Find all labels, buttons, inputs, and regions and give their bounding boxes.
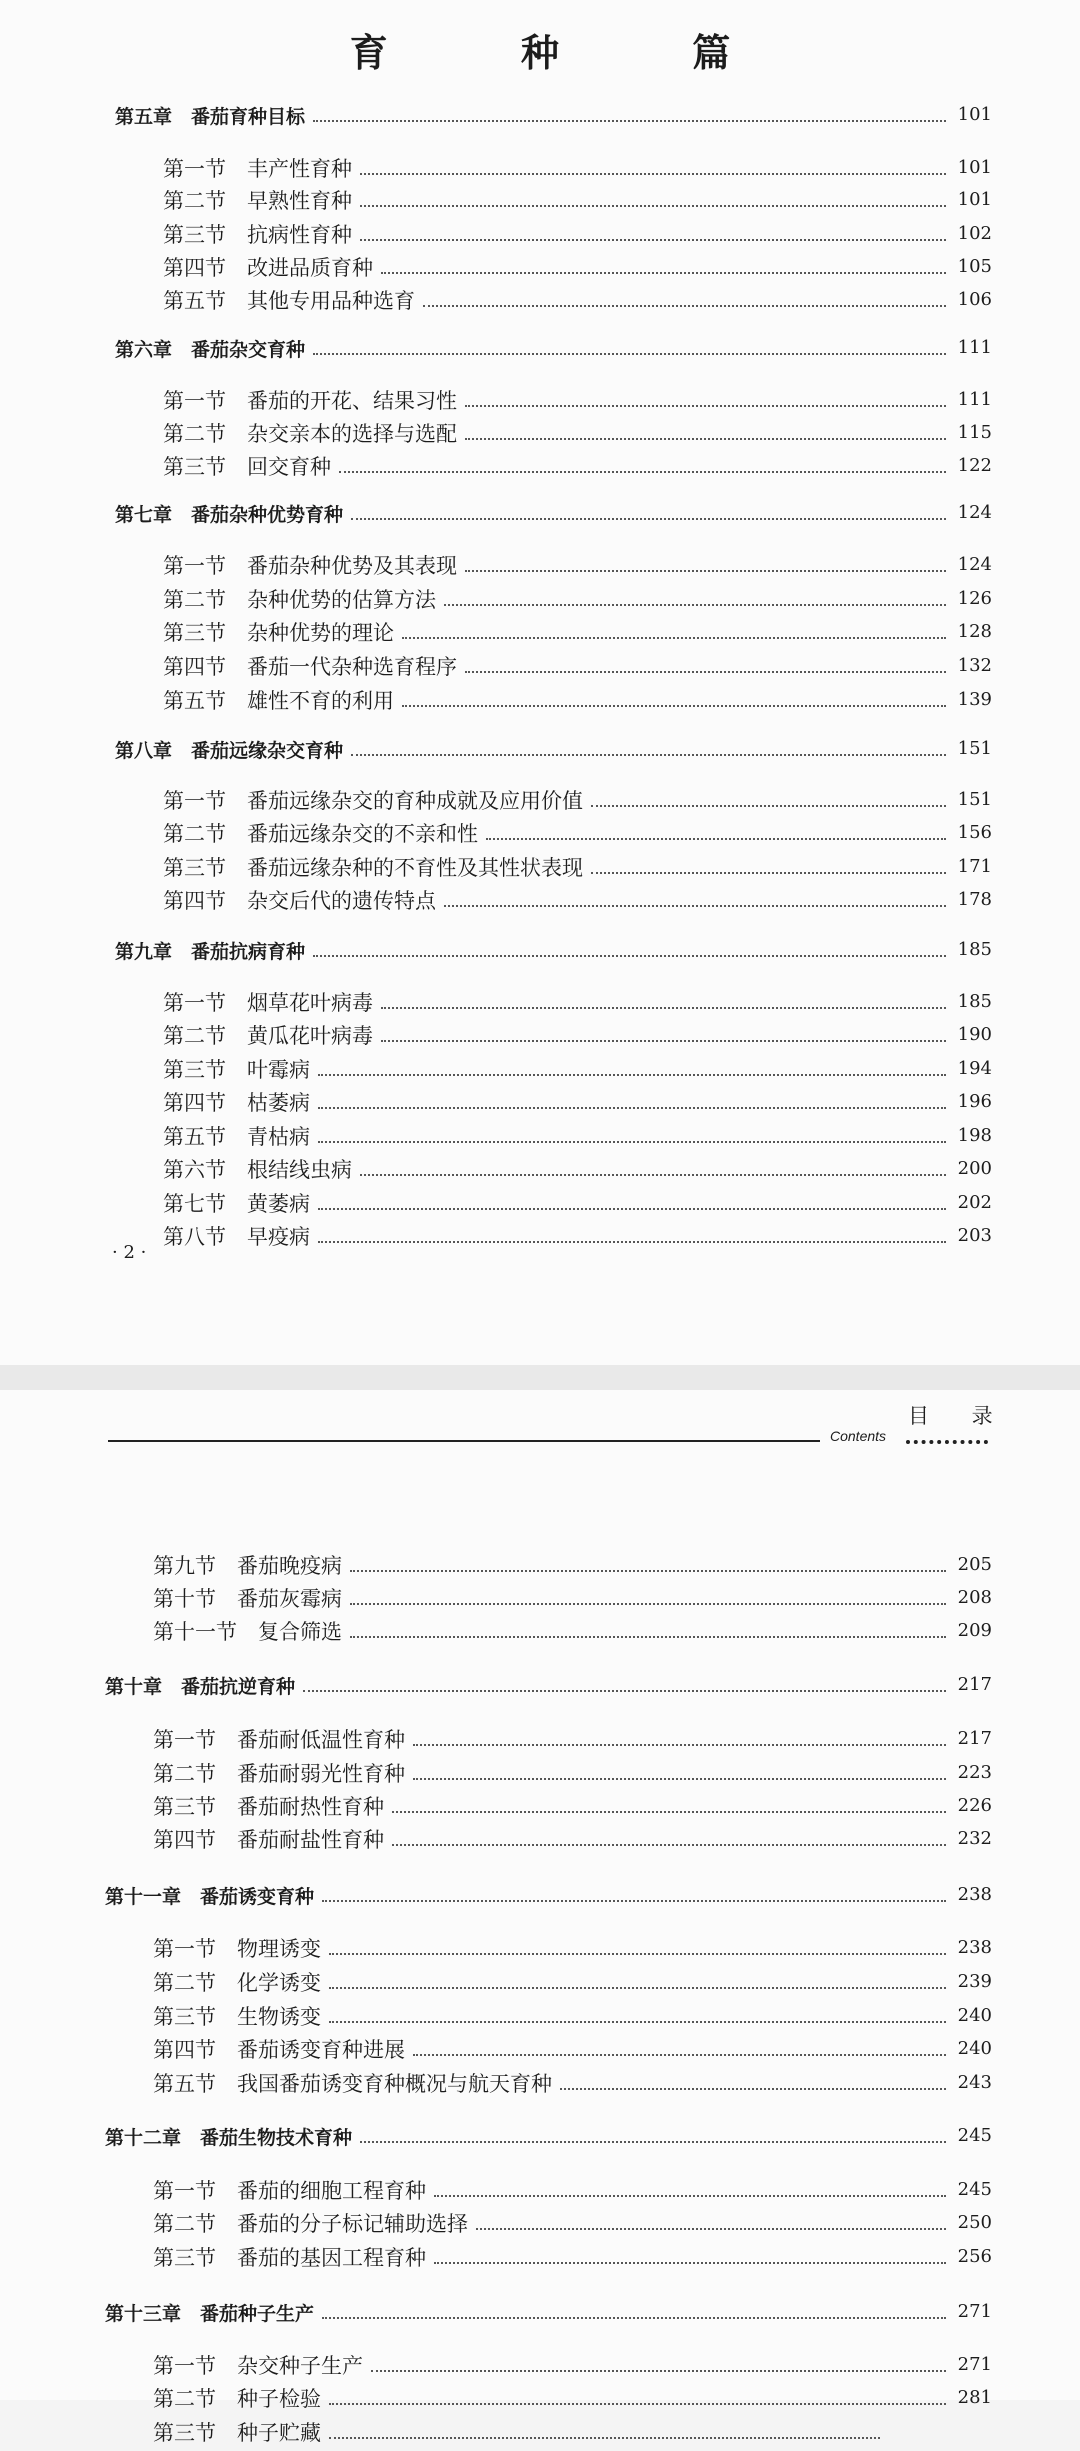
dot-leader [465, 570, 946, 572]
page-number: 239 [957, 1971, 992, 1992]
dot-leader [360, 205, 946, 207]
toc-section-entry [0, 885, 1080, 919]
page-number: 190 [957, 1024, 992, 1045]
section-title: 第三节 番茄耐热性育种 [153, 1795, 384, 1819]
toc-section-entry [0, 550, 1080, 584]
page-number: 245 [957, 2179, 992, 2200]
page-folio: · 2 · [112, 1242, 147, 1263]
toc-section-entry [0, 2034, 1080, 2068]
section-title: 第三节 杂种优势的理论 [163, 621, 394, 645]
toc-section-entry [0, 2175, 1080, 2209]
page-number: 202 [957, 1192, 992, 1213]
chapter-title: 第十章 番茄抗逆育种 [105, 1676, 296, 1698]
chapter-title: 第八章 番茄远缘杂交育种 [115, 740, 344, 762]
toc-section-entry [0, 1550, 1080, 1584]
dot-leader [402, 705, 946, 707]
page-number: 223 [957, 1762, 992, 1783]
dot-leader [322, 2317, 946, 2319]
chapter-title: 第五章 番茄育种目标 [115, 106, 306, 128]
section-title: 第四节 番茄诱变育种进展 [153, 2038, 405, 2062]
section-title: 第八节 早疫病 [163, 1225, 310, 1249]
dot-leader [413, 2054, 946, 2056]
page-number: 245 [957, 2125, 992, 2146]
section-title: 第一节 物理诱变 [153, 1937, 321, 1961]
section-title: 第四节 番茄一代杂种选育程序 [163, 655, 457, 679]
page-number: 256 [957, 2246, 992, 2267]
page-number: 124 [957, 554, 992, 575]
dot-leader [339, 471, 946, 473]
toc-section-entry [0, 2001, 1080, 2035]
toc-section-entry [0, 1583, 1080, 1617]
toc-section-entry [0, 153, 1080, 187]
page-number: 101 [957, 189, 992, 210]
dot-leader [318, 1107, 946, 1109]
dot-leader [402, 637, 946, 639]
dot-leader [350, 1570, 946, 1572]
dot-leader [329, 2021, 946, 2023]
page-number: 115 [957, 422, 992, 443]
page-number: 106 [957, 289, 992, 310]
running-head-rule [108, 1440, 820, 1442]
toc-section-entry [0, 385, 1080, 419]
chapter-title: 第十一章 番茄诱变育种 [105, 1886, 315, 1908]
section-title: 第三节 种子贮藏 [153, 2421, 321, 2445]
toc-section-entry [0, 451, 1080, 485]
dot-leader [371, 2370, 946, 2372]
chapter-title: 第十二章 番茄生物技术育种 [105, 2127, 353, 2149]
dot-leader [303, 1690, 946, 1692]
section-title: 第五节 雄性不育的利用 [163, 689, 394, 713]
page-number: 232 [957, 1828, 992, 1849]
toc-section-entry [0, 1791, 1080, 1825]
dot-leader [591, 805, 946, 807]
toc-chapter-entry [0, 498, 1080, 532]
running-head-title: 目 录 [908, 1404, 1011, 1428]
dot-leader [313, 120, 946, 122]
toc-chapter-entry [0, 2121, 1080, 2155]
page-number: 226 [957, 1795, 992, 1816]
section-title: 第十一节 复合筛选 [153, 1620, 342, 1644]
page-number: 243 [957, 2072, 992, 2093]
section-title: 第二节 番茄的分子标记辅助选择 [153, 2212, 468, 2236]
running-head-dots [906, 1440, 988, 1444]
toc-section-entry [0, 1824, 1080, 1858]
page-number: 171 [957, 856, 992, 877]
section-title: 第二节 黄瓜花叶病毒 [163, 1024, 373, 1048]
dot-leader [318, 1074, 946, 1076]
section-title: 第三节 回交育种 [163, 455, 331, 479]
page-number: 156 [957, 822, 992, 843]
section-title: 第一节 番茄远缘杂交的育种成就及应用价值 [163, 789, 583, 813]
page-number: 209 [957, 1620, 992, 1641]
section-title: 第一节 番茄耐低温性育种 [153, 1728, 405, 1752]
dot-leader [329, 1953, 946, 1955]
page-number: 185 [957, 991, 992, 1012]
toc-section-entry [0, 584, 1080, 618]
section-title: 第二节 化学诱变 [153, 1971, 321, 1995]
dot-leader [381, 1040, 946, 1042]
section-title: 第三节 番茄远缘杂种的不育性及其性状表现 [163, 856, 583, 880]
dot-leader [465, 405, 946, 407]
chapter-title: 第七章 番茄杂种优势育种 [115, 504, 344, 526]
dot-leader [381, 1007, 946, 1009]
part-title: 育 种 篇 [349, 30, 791, 75]
dot-leader [423, 305, 946, 307]
section-title: 第七节 黄萎病 [163, 1192, 310, 1216]
dot-leader [313, 353, 946, 355]
section-title: 第五节 其他专用品种选育 [163, 289, 415, 313]
toc-section-entry [0, 1221, 1080, 1255]
toc-chapter-entry [0, 935, 1080, 969]
toc-chapter-entry [0, 100, 1080, 134]
dot-leader [465, 438, 946, 440]
page-number: 124 [957, 502, 992, 523]
page-number: 250 [957, 2212, 992, 2233]
toc-section-entry [0, 1087, 1080, 1121]
toc-section-entry [0, 617, 1080, 651]
dot-leader [413, 1778, 946, 1780]
toc-section-entry [0, 252, 1080, 286]
running-head [0, 1400, 1080, 1460]
toc-chapter-entry [0, 2297, 1080, 2331]
section-title: 第一节 番茄的细胞工程育种 [153, 2179, 426, 2203]
page-number: 196 [957, 1091, 992, 1112]
section-title: 第四节 改进品质育种 [163, 256, 373, 280]
toc-section-entry [0, 2068, 1080, 2102]
toc-section-entry [0, 1054, 1080, 1088]
dot-leader [350, 1603, 946, 1605]
section-title: 第一节 丰产性育种 [163, 157, 352, 181]
page-separator [0, 1365, 1080, 1390]
dot-leader [322, 1900, 946, 1902]
page-number: 200 [957, 1158, 992, 1179]
toc-section-entry [0, 1121, 1080, 1155]
section-title: 第一节 烟草花叶病毒 [163, 991, 373, 1015]
toc-section-entry [0, 2417, 1080, 2451]
toc-chapter-entry [0, 1670, 1080, 1704]
section-title: 第三节 叶霉病 [163, 1058, 310, 1082]
dot-leader [351, 754, 946, 756]
section-title: 第三节 抗病性育种 [163, 223, 352, 247]
section-title: 第四节 枯萎病 [163, 1091, 310, 1115]
toc-section-entry [0, 651, 1080, 685]
toc-section-entry [0, 818, 1080, 852]
toc-section-entry [0, 1020, 1080, 1054]
section-title: 第二节 番茄远缘杂交的不亲和性 [163, 822, 478, 846]
page-number: 217 [957, 1674, 992, 1695]
dot-leader [313, 955, 946, 957]
page-number: 238 [957, 1884, 992, 1905]
page-number: 240 [957, 2005, 992, 2026]
toc-section-entry [0, 219, 1080, 253]
section-title: 第一节 番茄的开花、结果习性 [163, 389, 457, 413]
toc-section-entry [0, 285, 1080, 319]
page-number: 178 [957, 889, 992, 910]
section-title: 第二节 番茄耐弱光性育种 [153, 1762, 405, 1786]
page-number: 111 [957, 389, 992, 410]
dot-leader [476, 2228, 946, 2230]
dot-leader [350, 1636, 946, 1638]
page-number: 198 [957, 1125, 992, 1146]
dot-leader [413, 1744, 946, 1746]
page-number: 111 [957, 337, 992, 358]
dot-leader [329, 1987, 946, 1989]
toc-section-entry [0, 1724, 1080, 1758]
section-title: 第二节 杂种优势的估算方法 [163, 588, 436, 612]
toc-section-entry [0, 2350, 1080, 2384]
toc-section-entry [0, 2383, 1080, 2417]
section-title: 第十节 番茄灰霉病 [153, 1587, 342, 1611]
dot-leader [434, 2262, 946, 2264]
page-number: 151 [957, 789, 992, 810]
dot-leader [392, 1844, 946, 1846]
toc-section-entry [0, 2208, 1080, 2242]
dot-leader [360, 1174, 946, 1176]
section-title: 第三节 番茄的基因工程育种 [153, 2246, 426, 2270]
dot-leader [591, 872, 946, 874]
page-number: 122 [957, 455, 992, 476]
toc-page-lower [0, 1390, 1080, 2445]
page-number: 105 [957, 256, 992, 277]
dot-leader [381, 272, 946, 274]
section-title: 第六节 根结线虫病 [163, 1158, 352, 1182]
chapter-title: 第六章 番茄杂交育种 [115, 339, 306, 361]
page-number: 101 [957, 104, 992, 125]
chapter-title: 第九章 番茄抗病育种 [115, 941, 306, 963]
dot-leader [434, 2195, 946, 2197]
running-head-contents-label: Contents [830, 1428, 887, 1444]
page-number: 101 [957, 157, 992, 178]
page-number: 203 [957, 1225, 992, 1246]
dot-leader [444, 604, 946, 606]
toc-section-entry [0, 2242, 1080, 2276]
dot-leader [560, 2088, 946, 2090]
page-number: 240 [957, 2038, 992, 2059]
section-title: 第四节 番茄耐盐性育种 [153, 1828, 384, 1852]
toc-section-entry [0, 1967, 1080, 2001]
toc-section-entry [0, 1154, 1080, 1188]
section-title: 第二节 杂交亲本的选择与选配 [163, 422, 457, 446]
dot-leader [318, 1141, 946, 1143]
page-number: 185 [957, 939, 992, 960]
section-title: 第四节 杂交后代的遗传特点 [163, 889, 436, 913]
dot-leader [360, 2141, 946, 2143]
toc-chapter-entry [0, 1880, 1080, 1914]
toc-section-entry [0, 685, 1080, 719]
toc-section-entry [0, 185, 1080, 219]
toc-chapter-entry [0, 734, 1080, 768]
dot-leader [318, 1208, 946, 1210]
toc-section-entry [0, 785, 1080, 819]
dot-leader [351, 518, 946, 520]
page-number: 208 [957, 1587, 992, 1608]
page-number: 102 [957, 223, 992, 244]
toc-section-entry [0, 1188, 1080, 1222]
page-number: 217 [957, 1728, 992, 1749]
section-title: 第五节 我国番茄诱变育种概况与航天育种 [153, 2072, 552, 2096]
page-number: 151 [957, 738, 992, 759]
dot-leader [329, 2437, 880, 2439]
section-title: 第一节 杂交种子生产 [153, 2354, 363, 2378]
dot-leader [360, 239, 946, 241]
toc-section-entry [0, 987, 1080, 1021]
toc-section-entry [0, 1933, 1080, 1967]
page-number: 271 [957, 2301, 992, 2322]
page-number: 194 [957, 1058, 992, 1079]
dot-leader [486, 838, 946, 840]
section-title: 第二节 早熟性育种 [163, 189, 352, 213]
toc-section-entry [0, 1758, 1080, 1792]
page-number: 128 [957, 621, 992, 642]
page-number: 126 [957, 588, 992, 609]
page-number: 238 [957, 1937, 992, 1958]
section-title: 第一节 番茄杂种优势及其表现 [163, 554, 457, 578]
section-title: 第三节 生物诱变 [153, 2005, 321, 2029]
toc-section-entry [0, 418, 1080, 452]
page-number: 281 [957, 2387, 992, 2408]
toc-chapter-entry [0, 333, 1080, 367]
dot-leader [392, 1811, 946, 1813]
chapter-title: 第十三章 番茄种子生产 [105, 2303, 315, 2325]
dot-leader [360, 173, 946, 175]
dot-leader [465, 671, 946, 673]
toc-section-entry [0, 852, 1080, 886]
page-number: 205 [957, 1554, 992, 1575]
section-title: 第二节 种子检验 [153, 2387, 321, 2411]
page-number: 132 [957, 655, 992, 676]
dot-leader [318, 1241, 946, 1243]
page-number: 271 [957, 2354, 992, 2375]
dot-leader [444, 905, 946, 907]
dot-leader [329, 2403, 946, 2405]
section-title: 第九节 番茄晚疫病 [153, 1554, 342, 1578]
page-number: 139 [957, 689, 992, 710]
toc-section-entry [0, 1616, 1080, 1650]
section-title: 第五节 青枯病 [163, 1125, 310, 1149]
